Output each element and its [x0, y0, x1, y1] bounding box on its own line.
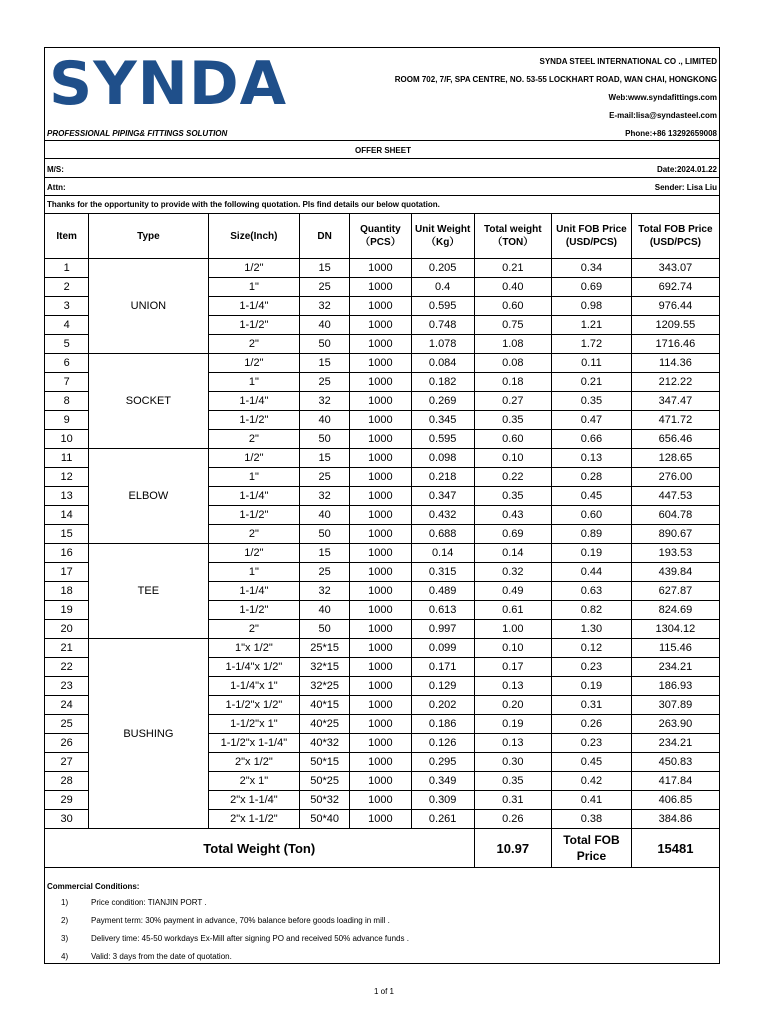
total-weight-cell: 0.10: [474, 639, 552, 658]
quantity-cell: 1000: [350, 753, 412, 772]
unit-fob-cell: 0.19: [552, 544, 632, 563]
divider: [45, 177, 719, 178]
size-cell: 1-1/2": [208, 506, 300, 525]
unit-fob-cell: 0.21: [552, 373, 632, 392]
total-fob-cell: 417.84: [631, 772, 719, 791]
unit-fob-cell: 0.11: [552, 354, 632, 373]
intro-text: Thanks for the opportunity to provide with the following quotation. Pls find details our below quotation.: [47, 200, 440, 209]
total-fob-cell: 384.86: [631, 810, 719, 829]
quantity-cell: 1000: [350, 677, 412, 696]
unit-fob-cell: 0.28: [552, 468, 632, 487]
unit-weight-cell: 0.4: [411, 278, 474, 297]
unit-fob-cell: 0.98: [552, 297, 632, 316]
unit-weight-cell: 0.14: [411, 544, 474, 563]
condition-text: Valid: 3 days from the date of quotation.: [91, 952, 232, 961]
total-weight-cell: 0.10: [474, 449, 552, 468]
type-cell: BUSHING: [89, 639, 208, 829]
dn-cell: 15: [300, 544, 350, 563]
total-weight-cell: 0.17: [474, 658, 552, 677]
total-fob-cell: 128.65: [631, 449, 719, 468]
total-fob-label: Total FOB Price: [552, 829, 632, 868]
size-cell: 1-1/2": [208, 316, 300, 335]
item-cell: 29: [45, 791, 89, 810]
total-weight-cell: 0.21: [474, 259, 552, 278]
unit-weight-cell: 0.269: [411, 392, 474, 411]
size-cell: 2": [208, 525, 300, 544]
offer-sheet: [44, 47, 720, 964]
header-unit-fob: Unit FOB Price (USD/PCS): [552, 214, 632, 259]
dn-cell: 32*15: [300, 658, 350, 677]
dn-cell: 50: [300, 525, 350, 544]
item-cell: 2: [45, 278, 89, 297]
condition-text: Delivery time: 45-50 workdays Ex-Mill after signing PO and received 50% advance funds .: [91, 934, 409, 943]
unit-weight-cell: 0.595: [411, 430, 474, 449]
unit-weight-cell: 0.099: [411, 639, 474, 658]
synda-logo: SYNDA: [49, 49, 288, 119]
item-cell: 22: [45, 658, 89, 677]
unit-fob-cell: 1.30: [552, 620, 632, 639]
item-cell: 9: [45, 411, 89, 430]
total-fob-cell: 307.89: [631, 696, 719, 715]
size-cell: 2": [208, 620, 300, 639]
dn-cell: 40: [300, 506, 350, 525]
unit-fob-cell: 0.23: [552, 734, 632, 753]
dn-cell: 15: [300, 259, 350, 278]
quantity-cell: 1000: [350, 620, 412, 639]
dn-cell: 25: [300, 278, 350, 297]
dn-cell: 15: [300, 449, 350, 468]
item-cell: 19: [45, 601, 89, 620]
quantity-cell: 1000: [350, 430, 412, 449]
total-fob-cell: 263.90: [631, 715, 719, 734]
header-total-weight: Total weight （TON）: [474, 214, 552, 259]
unit-weight-cell: 1.078: [411, 335, 474, 354]
unit-fob-cell: 0.60: [552, 506, 632, 525]
total-weight-cell: 0.75: [474, 316, 552, 335]
conditions-title: Commercial Conditions:: [47, 882, 140, 891]
type-cell: ELBOW: [89, 449, 208, 544]
dn-cell: 50*32: [300, 791, 350, 810]
total-fob-cell: 234.21: [631, 658, 719, 677]
condition-text: Price condition: TIANJIN PORT .: [91, 898, 207, 907]
item-cell: 23: [45, 677, 89, 696]
total-weight-cell: 0.40: [474, 278, 552, 297]
unit-fob-cell: 0.13: [552, 449, 632, 468]
dn-cell: 40*15: [300, 696, 350, 715]
table-body: [45, 259, 719, 829]
item-cell: 17: [45, 563, 89, 582]
unit-fob-cell: 0.23: [552, 658, 632, 677]
size-cell: 1/2": [208, 259, 300, 278]
dn-cell: 32*25: [300, 677, 350, 696]
unit-weight-cell: 0.347: [411, 487, 474, 506]
unit-weight-cell: 0.205: [411, 259, 474, 278]
quantity-cell: 1000: [350, 487, 412, 506]
dn-cell: 40: [300, 316, 350, 335]
unit-fob-cell: 0.35: [552, 392, 632, 411]
type-cell: TEE: [89, 544, 208, 639]
unit-fob-cell: 0.47: [552, 411, 632, 430]
total-fob-cell: 212.22: [631, 373, 719, 392]
unit-fob-cell: 0.89: [552, 525, 632, 544]
total-weight-cell: 0.32: [474, 563, 552, 582]
size-cell: 1-1/4"x 1": [208, 677, 300, 696]
table-row: [45, 449, 719, 468]
total-weight-cell: 0.35: [474, 411, 552, 430]
condition-number: 3): [61, 934, 69, 943]
size-cell: 1": [208, 373, 300, 392]
size-cell: 2"x 1-1/2": [208, 810, 300, 829]
table-row: [45, 259, 719, 278]
total-fob-cell: 447.53: [631, 487, 719, 506]
size-cell: 1-1/2"x 1": [208, 715, 300, 734]
unit-fob-cell: 0.12: [552, 639, 632, 658]
header-item: Item: [45, 214, 89, 259]
total-weight-cell: 0.13: [474, 734, 552, 753]
total-weight-cell: 0.49: [474, 582, 552, 601]
quantity-cell: 1000: [350, 468, 412, 487]
quantity-cell: 1000: [350, 525, 412, 544]
header-unit-weight: Unit Weight （Kg）: [411, 214, 474, 259]
unit-fob-cell: 0.45: [552, 487, 632, 506]
item-cell: 25: [45, 715, 89, 734]
type-cell: SOCKET: [89, 354, 208, 449]
unit-weight-cell: 0.349: [411, 772, 474, 791]
total-weight-label: Total Weight (Ton): [45, 829, 474, 868]
dn-cell: 15: [300, 354, 350, 373]
total-weight-cell: 1.00: [474, 620, 552, 639]
total-weight-cell: 1.08: [474, 335, 552, 354]
total-weight-cell: 0.30: [474, 753, 552, 772]
total-fob-cell: 234.21: [631, 734, 719, 753]
company-phone: Phone:+86 13292659008: [625, 129, 717, 138]
total-fob-cell: 450.83: [631, 753, 719, 772]
size-cell: 1-1/4"x 1/2": [208, 658, 300, 677]
total-fob-cell: 114.36: [631, 354, 719, 373]
quantity-cell: 1000: [350, 335, 412, 354]
total-fob-cell: 1716.46: [631, 335, 719, 354]
item-cell: 3: [45, 297, 89, 316]
size-cell: 1-1/2": [208, 601, 300, 620]
size-cell: 2": [208, 335, 300, 354]
divider: [45, 158, 719, 159]
size-cell: 1-1/2"x 1-1/4": [208, 734, 300, 753]
dn-cell: 40: [300, 601, 350, 620]
total-fob-value: 15481: [631, 829, 719, 868]
item-cell: 27: [45, 753, 89, 772]
dn-cell: 40: [300, 411, 350, 430]
dn-cell: 25: [300, 563, 350, 582]
quantity-cell: 1000: [350, 449, 412, 468]
total-fob-cell: 890.67: [631, 525, 719, 544]
quantity-cell: 1000: [350, 563, 412, 582]
dn-cell: 50*40: [300, 810, 350, 829]
dn-cell: 25: [300, 373, 350, 392]
unit-fob-cell: 0.63: [552, 582, 632, 601]
dn-cell: 50: [300, 335, 350, 354]
item-cell: 18: [45, 582, 89, 601]
unit-weight-cell: 0.182: [411, 373, 474, 392]
quantity-cell: 1000: [350, 259, 412, 278]
total-fob-cell: 656.46: [631, 430, 719, 449]
quantity-cell: 1000: [350, 354, 412, 373]
header-type: Type: [89, 214, 208, 259]
item-cell: 13: [45, 487, 89, 506]
total-weight-cell: 0.35: [474, 772, 552, 791]
total-weight-cell: 0.22: [474, 468, 552, 487]
unit-weight-cell: 0.186: [411, 715, 474, 734]
table-row: [45, 639, 719, 658]
item-cell: 30: [45, 810, 89, 829]
size-cell: 1"x 1/2": [208, 639, 300, 658]
divider: [45, 195, 719, 196]
item-cell: 4: [45, 316, 89, 335]
unit-weight-cell: 0.309: [411, 791, 474, 810]
item-cell: 7: [45, 373, 89, 392]
company-name: SYNDA STEEL INTERNATIONAL CO ., LIMITED: [539, 57, 717, 66]
item-cell: 26: [45, 734, 89, 753]
unit-weight-cell: 0.489: [411, 582, 474, 601]
quantity-cell: 1000: [350, 658, 412, 677]
total-row: [45, 829, 719, 868]
unit-weight-cell: 0.595: [411, 297, 474, 316]
unit-weight-cell: 0.084: [411, 354, 474, 373]
unit-fob-cell: 0.19: [552, 677, 632, 696]
total-weight-cell: 0.60: [474, 430, 552, 449]
unit-weight-cell: 0.345: [411, 411, 474, 430]
dn-cell: 50*15: [300, 753, 350, 772]
total-weight-cell: 0.18: [474, 373, 552, 392]
condition-number: 2): [61, 916, 69, 925]
total-weight-cell: 0.14: [474, 544, 552, 563]
total-fob-cell: 627.87: [631, 582, 719, 601]
total-fob-cell: 604.78: [631, 506, 719, 525]
quantity-cell: 1000: [350, 582, 412, 601]
quantity-cell: 1000: [350, 639, 412, 658]
quantity-cell: 1000: [350, 411, 412, 430]
size-cell: 2"x 1": [208, 772, 300, 791]
header-total-fob: Total FOB Price (USD/PCS): [631, 214, 719, 259]
quantity-cell: 1000: [350, 772, 412, 791]
size-cell: 1-1/4": [208, 487, 300, 506]
dn-cell: 50: [300, 430, 350, 449]
unit-fob-cell: 1.72: [552, 335, 632, 354]
item-cell: 10: [45, 430, 89, 449]
total-weight-cell: 0.19: [474, 715, 552, 734]
unit-fob-cell: 0.42: [552, 772, 632, 791]
dn-cell: 32: [300, 582, 350, 601]
unit-weight-cell: 0.129: [411, 677, 474, 696]
item-cell: 5: [45, 335, 89, 354]
size-cell: 1": [208, 563, 300, 582]
unit-fob-cell: 0.44: [552, 563, 632, 582]
total-weight-cell: 0.31: [474, 791, 552, 810]
unit-weight-cell: 0.613: [411, 601, 474, 620]
total-weight-cell: 0.69: [474, 525, 552, 544]
unit-weight-cell: 0.098: [411, 449, 474, 468]
total-fob-cell: 186.93: [631, 677, 719, 696]
quantity-cell: 1000: [350, 373, 412, 392]
size-cell: 1-1/2"x 1/2": [208, 696, 300, 715]
header-size: Size(Inch): [208, 214, 300, 259]
total-fob-cell: 193.53: [631, 544, 719, 563]
total-fob-cell: 824.69: [631, 601, 719, 620]
company-tagline: PROFESSIONAL PIPING& FITTINGS SOLUTION: [47, 129, 228, 138]
total-fob-cell: 115.46: [631, 639, 719, 658]
item-cell: 15: [45, 525, 89, 544]
total-fob-cell: 471.72: [631, 411, 719, 430]
unit-fob-cell: 1.21: [552, 316, 632, 335]
total-fob-cell: 347.47: [631, 392, 719, 411]
condition-item: [45, 916, 721, 928]
offer-date: Date:2024.01.22: [656, 165, 717, 174]
size-cell: 2": [208, 430, 300, 449]
dn-cell: 32: [300, 487, 350, 506]
offer-title: OFFER SHEET: [354, 146, 411, 155]
dn-cell: 25*15: [300, 639, 350, 658]
unit-weight-cell: 0.295: [411, 753, 474, 772]
condition-item: [45, 952, 721, 964]
condition-item: [45, 898, 721, 910]
dn-cell: 50*25: [300, 772, 350, 791]
unit-fob-cell: 0.45: [552, 753, 632, 772]
item-cell: 11: [45, 449, 89, 468]
size-cell: 1/2": [208, 449, 300, 468]
company-email[interactable]: E-mail:lisa@syndasteel.com: [609, 111, 717, 120]
condition-text: Payment term: 30% payment in advance, 70% balance before goods loading in mill .: [91, 916, 390, 925]
item-cell: 24: [45, 696, 89, 715]
total-weight-cell: 0.61: [474, 601, 552, 620]
quantity-cell: 1000: [350, 278, 412, 297]
total-weight-cell: 0.60: [474, 297, 552, 316]
unit-weight-cell: 0.688: [411, 525, 474, 544]
size-cell: 1-1/4": [208, 392, 300, 411]
unit-weight-cell: 0.171: [411, 658, 474, 677]
size-cell: 1/2": [208, 544, 300, 563]
dn-cell: 40*25: [300, 715, 350, 734]
total-fob-cell: 976.44: [631, 297, 719, 316]
unit-weight-cell: 0.202: [411, 696, 474, 715]
total-weight-cell: 0.43: [474, 506, 552, 525]
unit-weight-cell: 0.997: [411, 620, 474, 639]
quantity-cell: 1000: [350, 506, 412, 525]
total-weight-cell: 0.08: [474, 354, 552, 373]
unit-fob-cell: 0.34: [552, 259, 632, 278]
item-cell: 21: [45, 639, 89, 658]
dn-cell: 32: [300, 392, 350, 411]
item-cell: 1: [45, 259, 89, 278]
dn-cell: 32: [300, 297, 350, 316]
table-row: [45, 354, 719, 373]
total-fob-cell: 276.00: [631, 468, 719, 487]
item-cell: 14: [45, 506, 89, 525]
type-cell: UNION: [89, 259, 208, 354]
unit-fob-cell: 0.38: [552, 810, 632, 829]
unit-fob-cell: 0.69: [552, 278, 632, 297]
total-weight-cell: 0.13: [474, 677, 552, 696]
total-weight-cell: 0.35: [474, 487, 552, 506]
ms-label: M/S:: [47, 165, 64, 174]
attn-label: Attn:: [47, 183, 66, 192]
offer-sender: Sender: Lisa Liu: [654, 183, 717, 192]
dn-cell: 25: [300, 468, 350, 487]
unit-fob-cell: 0.82: [552, 601, 632, 620]
condition-number: 1): [61, 898, 69, 907]
unit-fob-cell: 0.31: [552, 696, 632, 715]
unit-fob-cell: 0.41: [552, 791, 632, 810]
size-cell: 1/2": [208, 354, 300, 373]
quantity-cell: 1000: [350, 715, 412, 734]
item-cell: 12: [45, 468, 89, 487]
table-row: [45, 544, 719, 563]
page-number: 1 of 1: [373, 987, 394, 996]
dn-cell: 50: [300, 620, 350, 639]
quantity-cell: 1000: [350, 316, 412, 335]
company-address: ROOM 702, 7/F, SPA CENTRE, NO. 53-55 LOCKHART ROAD, WAN CHAI, HONGKONG: [394, 75, 717, 84]
total-fob-cell: 1209.55: [631, 316, 719, 335]
size-cell: 1-1/4": [208, 297, 300, 316]
condition-item: [45, 934, 721, 946]
total-fob-cell: 343.07: [631, 259, 719, 278]
quantity-cell: 1000: [350, 791, 412, 810]
size-cell: 2"x 1/2": [208, 753, 300, 772]
total-weight-cell: 0.20: [474, 696, 552, 715]
quantity-cell: 1000: [350, 544, 412, 563]
condition-number: 4): [61, 952, 69, 961]
quantity-cell: 1000: [350, 392, 412, 411]
item-cell: 28: [45, 772, 89, 791]
unit-weight-cell: 0.315: [411, 563, 474, 582]
total-fob-cell: 1304.12: [631, 620, 719, 639]
quantity-cell: 1000: [350, 297, 412, 316]
total-weight-cell: 0.27: [474, 392, 552, 411]
size-cell: 2"x 1-1/4": [208, 791, 300, 810]
unit-weight-cell: 0.748: [411, 316, 474, 335]
unit-weight-cell: 0.126: [411, 734, 474, 753]
size-cell: 1": [208, 278, 300, 297]
quotation-table: [45, 213, 719, 868]
item-cell: 16: [45, 544, 89, 563]
size-cell: 1-1/4": [208, 582, 300, 601]
total-weight-cell: 0.26: [474, 810, 552, 829]
unit-weight-cell: 0.218: [411, 468, 474, 487]
size-cell: 1-1/2": [208, 411, 300, 430]
quantity-cell: 1000: [350, 734, 412, 753]
total-fob-cell: 439.84: [631, 563, 719, 582]
unit-weight-cell: 0.432: [411, 506, 474, 525]
quantity-cell: 1000: [350, 696, 412, 715]
unit-fob-cell: 0.66: [552, 430, 632, 449]
total-fob-cell: 692.74: [631, 278, 719, 297]
unit-weight-cell: 0.261: [411, 810, 474, 829]
item-cell: 6: [45, 354, 89, 373]
item-cell: 8: [45, 392, 89, 411]
header-quantity: Quantity （PCS）: [350, 214, 412, 259]
quantity-cell: 1000: [350, 601, 412, 620]
dn-cell: 40*32: [300, 734, 350, 753]
item-cell: 20: [45, 620, 89, 639]
total-fob-cell: 406.85: [631, 791, 719, 810]
total-weight-value: 10.97: [474, 829, 552, 868]
divider: [45, 140, 719, 141]
company-website[interactable]: Web:www.syndafittings.com: [608, 93, 717, 102]
table-header-row: [45, 214, 719, 259]
unit-fob-cell: 0.26: [552, 715, 632, 734]
header-dn: DN: [300, 214, 350, 259]
quantity-cell: 1000: [350, 810, 412, 829]
size-cell: 1": [208, 468, 300, 487]
